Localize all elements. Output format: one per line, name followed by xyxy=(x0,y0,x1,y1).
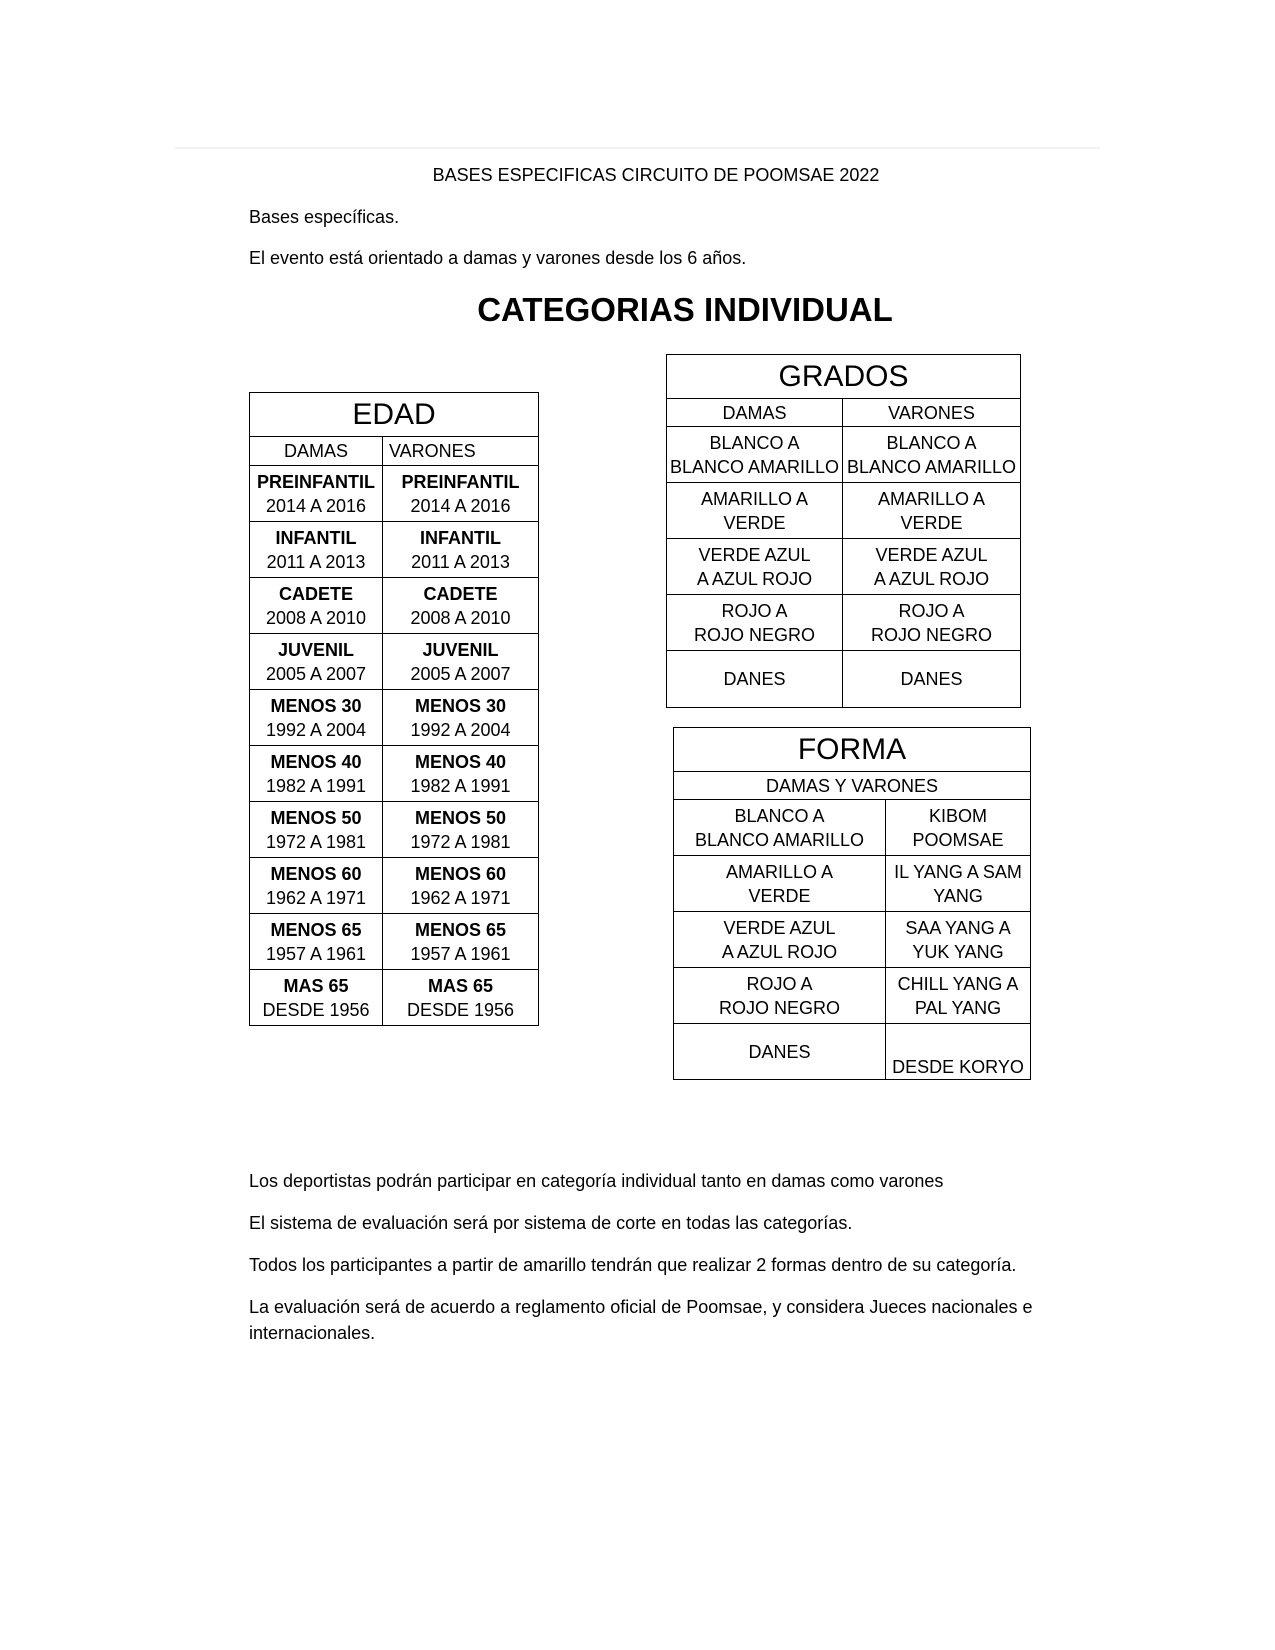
edad-cat: JUVENIL xyxy=(422,639,499,660)
grado-line-2: VERDE xyxy=(723,512,786,533)
document-title: BASES ESPECIFICAS CIRCUITO DE POOMSAE 2022 xyxy=(432,165,880,185)
edad-range: 1957 A 1961 xyxy=(265,943,367,964)
edad-col-varones: VARONES xyxy=(383,437,539,466)
note-3: Todos los participantes a partir de amarillo tendrán que realizar 2 formas dentro de su categoría. xyxy=(249,1255,1017,1275)
edad-cat: CADETE xyxy=(278,583,353,604)
grado-line-2: A AZUL ROJO xyxy=(873,568,990,589)
table-row xyxy=(250,522,539,578)
grado-line-2: BLANCO AMARILLO xyxy=(669,456,840,477)
grados-table xyxy=(666,354,1021,708)
table-row xyxy=(250,802,539,858)
forma-poomsae-2: POOMSAE xyxy=(912,829,1004,850)
edad-range: 2008 A 2010 xyxy=(410,607,511,628)
grado-danes: DANES xyxy=(667,651,843,708)
forma-grado-1: ROJO A xyxy=(746,973,813,994)
edad-range: 1962 A 1971 xyxy=(410,887,511,908)
forma-subtitle: DAMAS Y VARONES xyxy=(674,772,1031,800)
grado-line-1: AMARILLO A xyxy=(877,488,986,509)
forma-title: FORMA xyxy=(674,728,1031,772)
edad-cat: MENOS 60 xyxy=(414,863,507,884)
table-row xyxy=(667,483,1021,539)
forma-poomsae-1: IL YANG A SAM xyxy=(894,861,1022,882)
forma-grado-danes: DANES xyxy=(674,1024,886,1080)
grado-line-1: VERDE AZUL xyxy=(698,544,811,565)
forma-grado-1: VERDE AZUL xyxy=(723,917,836,938)
edad-range: 1972 A 1981 xyxy=(265,831,367,852)
grado-line-1: ROJO A xyxy=(721,600,788,621)
forma-poomsae-1: SAA YANG A xyxy=(905,917,1011,938)
intro-line-2: El evento está orientado a damas y varones desde los 6 años. xyxy=(249,248,747,268)
grado-line-2: ROJO NEGRO xyxy=(693,624,815,645)
grado-line-1: BLANCO A xyxy=(709,432,800,453)
edad-range: 2008 A 2010 xyxy=(265,607,367,628)
edad-range: 1972 A 1981 xyxy=(410,831,511,852)
edad-cat: MENOS 40 xyxy=(270,751,362,772)
grado-line-1: AMARILLO A xyxy=(700,488,809,509)
edad-cat: MENOS 50 xyxy=(270,807,362,828)
edad-cat: MAS 65 xyxy=(427,975,494,996)
edad-cat: MENOS 65 xyxy=(270,919,362,940)
forma-poomsae-2: PAL YANG xyxy=(914,997,1002,1018)
edad-range: 2011 A 2013 xyxy=(411,551,510,572)
forma-poomsae-1: CHILL YANG A xyxy=(897,973,1019,994)
edad-cat: MENOS 65 xyxy=(414,919,507,940)
table-row xyxy=(250,466,539,522)
edad-range: 1992 A 2004 xyxy=(265,719,367,740)
grado-line-1: VERDE AZUL xyxy=(875,544,988,565)
table-row xyxy=(667,427,1021,483)
edad-cat: PREINFANTIL xyxy=(256,471,375,492)
forma-grado-1: BLANCO A xyxy=(734,805,825,826)
table-row xyxy=(674,1024,1031,1080)
note-4: La evaluación será de acuerdo a reglamento oficial de Poomsae, y considera Jueces nacionales e internacionales. xyxy=(249,1297,1033,1343)
grados-col-varones: VARONES xyxy=(843,399,1021,427)
grados-title: GRADOS xyxy=(667,355,1021,399)
page-top-divider xyxy=(175,147,1100,149)
grados-col-damas: DAMAS xyxy=(667,399,843,427)
grado-line-2: A AZUL ROJO xyxy=(696,568,813,589)
forma-table xyxy=(673,727,1031,1080)
table-row xyxy=(250,634,539,690)
table-row xyxy=(667,595,1021,651)
edad-range: 1962 A 1971 xyxy=(265,887,367,908)
section-title: CATEGORIAS INDIVIDUAL xyxy=(477,291,893,328)
forma-poomsae-koryo: DESDE KORYO xyxy=(886,1024,1031,1080)
edad-range: 1982 A 1991 xyxy=(410,775,511,796)
forma-grado-2: ROJO NEGRO xyxy=(718,997,840,1018)
forma-poomsae-2: YUK YANG xyxy=(912,941,1004,962)
table-row xyxy=(250,914,539,970)
table-row xyxy=(250,970,539,1026)
edad-cat: INFANTIL xyxy=(275,527,357,548)
edad-range: 2005 A 2007 xyxy=(265,663,367,684)
grado-line-2: ROJO NEGRO xyxy=(870,624,992,645)
edad-range: 1957 A 1961 xyxy=(410,943,511,964)
table-row xyxy=(674,800,1031,856)
forma-grado-2: BLANCO AMARILLO xyxy=(694,829,865,850)
table-row xyxy=(674,856,1031,912)
forma-poomsae-1: KIBOM xyxy=(929,805,988,826)
table-row xyxy=(250,746,539,802)
table-row xyxy=(250,578,539,634)
grado-danes: DANES xyxy=(843,651,1021,708)
edad-range: DESDE 1956 xyxy=(262,999,370,1020)
edad-rows xyxy=(250,466,539,1026)
edad-range: 2014 A 2016 xyxy=(265,495,367,516)
edad-cat: MENOS 60 xyxy=(270,863,362,884)
edad-range: DESDE 1956 xyxy=(406,999,515,1020)
table-row xyxy=(667,539,1021,595)
edad-range: 1982 A 1991 xyxy=(265,775,367,796)
table-row xyxy=(674,968,1031,1024)
forma-poomsae-2: YANG xyxy=(933,885,983,906)
forma-grado-1: AMARILLO A xyxy=(725,861,834,882)
edad-col-damas: DAMAS xyxy=(250,437,383,466)
edad-range: 2011 A 2013 xyxy=(266,551,366,572)
table-row xyxy=(667,651,1021,708)
grado-line-1: ROJO A xyxy=(898,600,965,621)
edad-cat: JUVENIL xyxy=(277,639,355,660)
table-row xyxy=(250,690,539,746)
note-2: El sistema de evaluación será por sistema de corte en todas las categorías. xyxy=(249,1213,853,1233)
grado-line-1: BLANCO A xyxy=(886,432,977,453)
edad-cat: MENOS 30 xyxy=(270,695,362,716)
edad-cat: CADETE xyxy=(423,583,498,604)
intro-line-1: Bases específicas. xyxy=(249,207,400,227)
edad-title: EDAD xyxy=(250,393,539,437)
edad-range: 2014 A 2016 xyxy=(410,495,511,516)
edad-range: 2005 A 2007 xyxy=(410,663,511,684)
edad-cat: MENOS 40 xyxy=(414,751,507,772)
table-row xyxy=(250,858,539,914)
edad-cat: INFANTIL xyxy=(420,527,501,548)
edad-cat: MENOS 30 xyxy=(414,695,507,716)
grado-line-2: BLANCO AMARILLO xyxy=(846,456,1017,477)
edad-cat: MENOS 50 xyxy=(414,807,507,828)
grado-line-2: VERDE xyxy=(900,512,963,533)
note-1: Los deportistas podrán participar en categoría individual tanto en damas como varones xyxy=(249,1171,944,1191)
edad-cat: PREINFANTIL xyxy=(401,471,520,492)
forma-grado-2: VERDE xyxy=(748,885,811,906)
forma-grado-2: A AZUL ROJO xyxy=(721,941,838,962)
edad-table xyxy=(249,392,539,1026)
table-row xyxy=(674,912,1031,968)
edad-cat: MAS 65 xyxy=(283,975,349,996)
edad-range: 1992 A 2004 xyxy=(410,719,511,740)
